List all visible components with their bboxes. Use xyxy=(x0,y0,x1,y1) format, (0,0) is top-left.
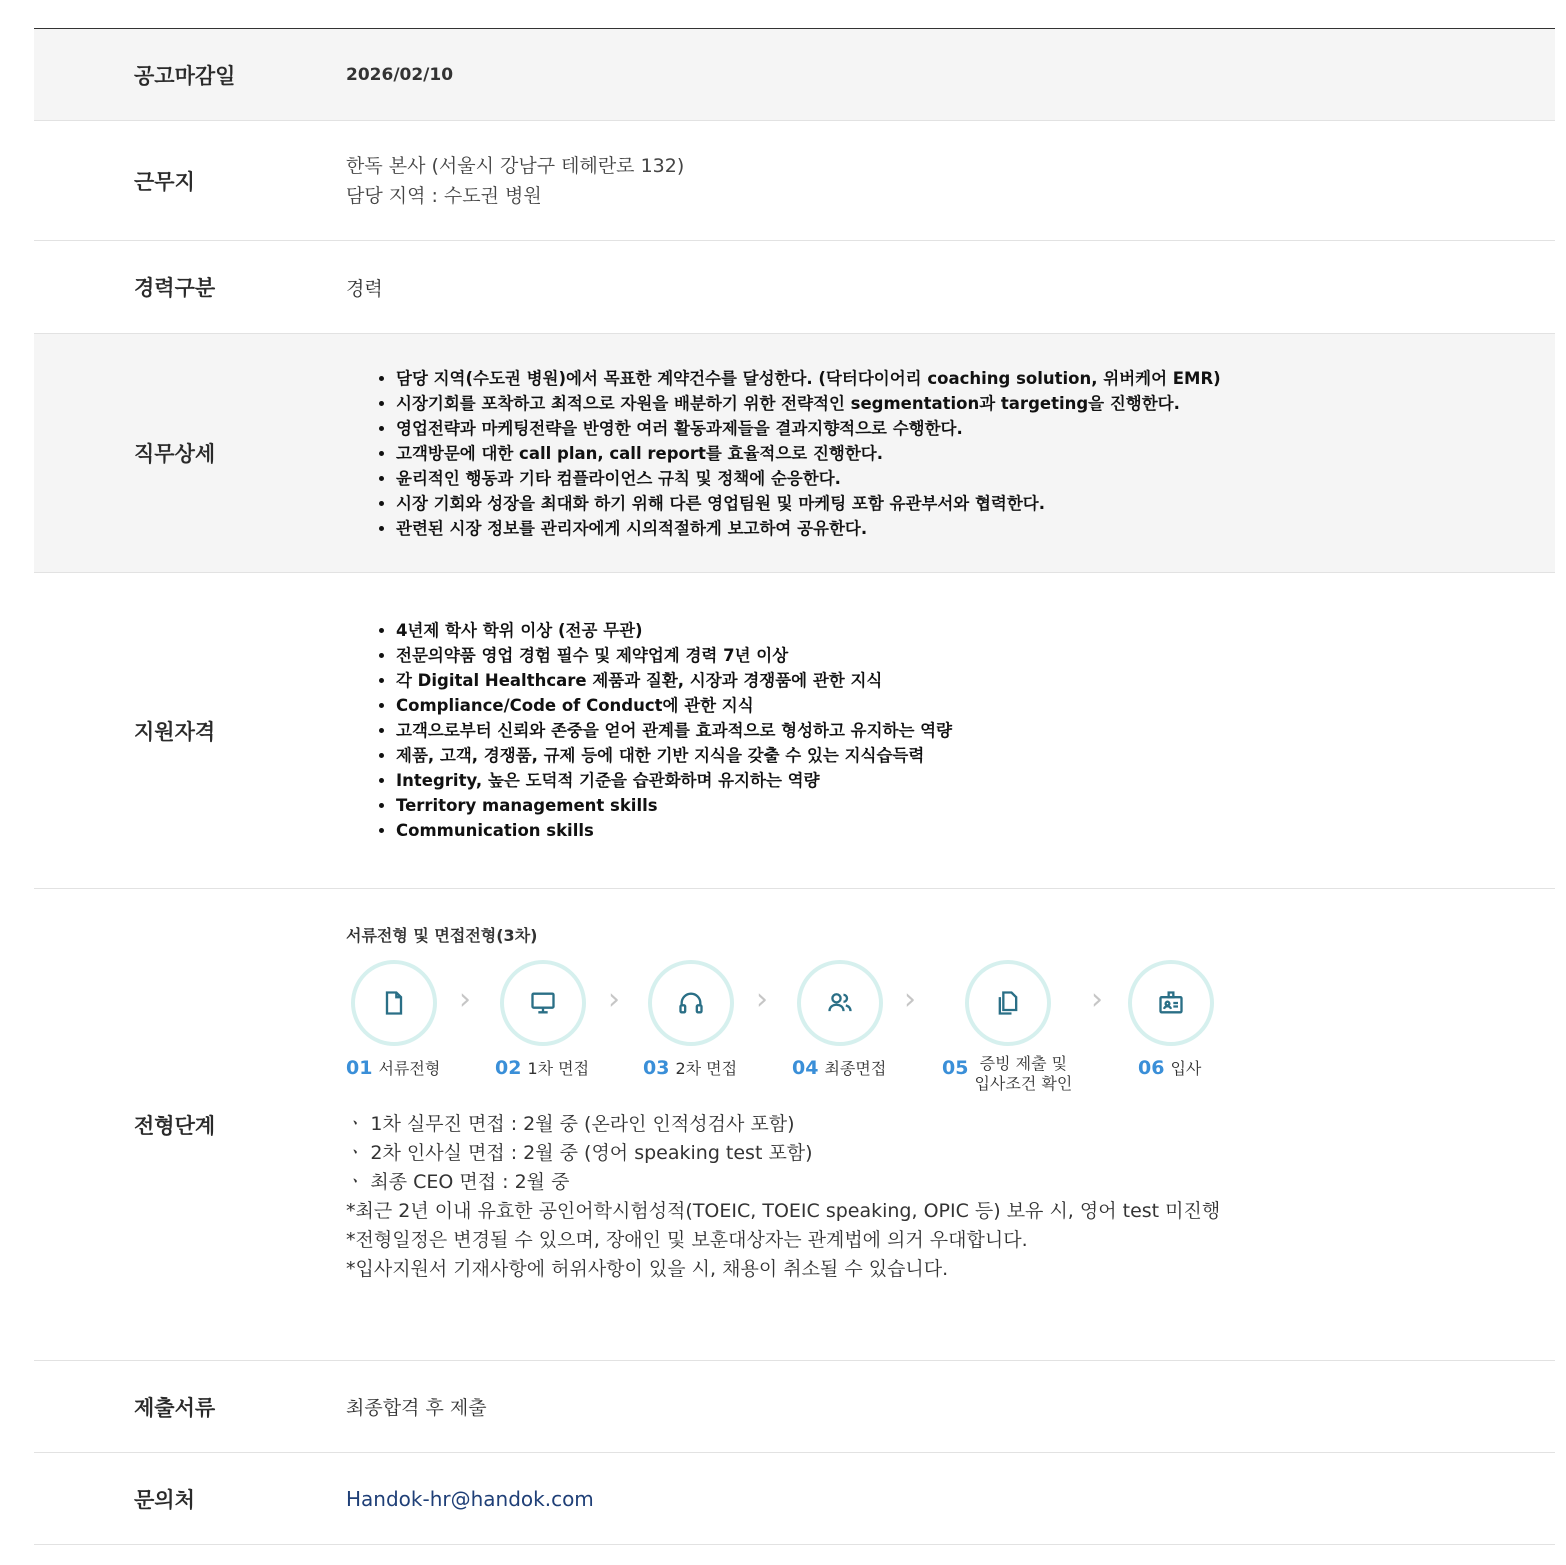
step-name: 서류전형 xyxy=(378,1059,441,1078)
step-number: 04 xyxy=(792,1057,819,1079)
monitor-icon xyxy=(500,960,586,1046)
list-item: • 시장기회를 포착하고 최적으로 자원을 배분하기 위한 전략적인 segmentation과 targeting을 진행한다. xyxy=(396,391,1555,416)
chevron-right-icon: › xyxy=(756,982,768,1017)
job-details-table xyxy=(34,28,1555,1545)
list-item: • Integrity, 높은 도덕적 기준을 습관화하며 유지하는 역량 xyxy=(396,768,1555,793)
row-deadline xyxy=(34,29,1555,121)
row-location xyxy=(34,121,1555,241)
row-contact xyxy=(34,1453,1555,1545)
note-line: *최근 2년 이내 유효한 공인어학시험성적(TOEIC, TOEIC speaking, OPIC 등) 보유 시, 영어 test 미진행 xyxy=(346,1200,1221,1222)
row-career xyxy=(34,241,1555,334)
note-line: *전형일정은 변경될 수 있으며, 장애인 및 보훈대상자는 관계법에 의거 우대합니다. xyxy=(346,1229,1028,1251)
list-item: • 시장 기회와 성장을 최대화 하기 위해 다른 영업팀원 및 마케팅 포함 유관부서와 협력한다. xyxy=(396,491,1555,516)
process-title: 서류전형 및 면접전형(3차) xyxy=(346,926,538,945)
note-line: *입사지원서 기재사항에 허위사항이 있을 시, 채용이 취소될 수 있습니다. xyxy=(346,1258,949,1280)
process-label: 전형단계 xyxy=(134,1113,216,1138)
chevron-right-icon: › xyxy=(1091,982,1103,1017)
list-item: • 영업전략과 마케팅전략을 반영한 여러 활동과제들을 결과지향적으로 수행한다. xyxy=(396,416,1555,441)
step-name: 입사 xyxy=(1170,1059,1202,1078)
list-item: • 고객으로부터 신뢰와 존중을 얻어 관계를 효과적으로 형성하고 유지하는 역량 xyxy=(396,718,1555,743)
step-name: 2차 면접 xyxy=(675,1059,738,1078)
career-label: 경력구분 xyxy=(134,276,216,300)
location-line: 담당 지역 : 수도권 병원 xyxy=(346,184,542,207)
note-line: ㆍ 최종 CEO 면접 : 2월 중 xyxy=(346,1171,570,1193)
list-item: • Communication skills xyxy=(396,818,1555,843)
duties-list xyxy=(346,366,1555,541)
step-number: 02 xyxy=(495,1057,522,1079)
chevron-right-icon: › xyxy=(904,982,916,1017)
list-item: • 윤리적인 행동과 기타 컴플라이언스 규칙 및 정책에 순응한다. xyxy=(396,466,1555,491)
documents-value: 최종합격 후 제출 xyxy=(346,1397,487,1419)
step-number: 06 xyxy=(1138,1057,1165,1079)
step-number: 03 xyxy=(643,1057,670,1079)
step-number: 01 xyxy=(346,1057,373,1079)
career-value: 경력 xyxy=(346,277,383,300)
deadline-value: 2026/02/10 xyxy=(346,64,454,85)
location-label: 근무지 xyxy=(134,169,195,194)
list-item: • 담당 지역(수도권 병원)에서 목표한 계약건수를 달성한다. (닥터다이어리 coaching solution, 위버케어 EMR) xyxy=(396,366,1555,391)
list-item: • 고객방문에 대한 call plan, call report를 효율적으로 진행한다. xyxy=(396,441,1555,466)
users-icon xyxy=(797,960,883,1046)
list-item: • 각 Digital Healthcare 제품과 질환, 시장과 경쟁품에 관한 지식 xyxy=(396,668,1555,693)
duties-label: 직무상세 xyxy=(134,442,216,466)
row-duties xyxy=(34,334,1555,573)
row-documents xyxy=(34,1361,1555,1453)
step-name: 1차 면접 xyxy=(527,1059,590,1078)
document-icon xyxy=(351,960,437,1046)
step-name: 증빙 제출 및 xyxy=(979,1054,1068,1073)
chevron-right-icon: › xyxy=(608,982,620,1017)
deadline-label: 공고마감일 xyxy=(134,63,236,88)
chevron-right-icon: › xyxy=(459,982,471,1017)
list-item: • 관련된 시장 정보를 관리자에게 시의적절하게 보고하여 공유한다. xyxy=(396,516,1555,541)
step-name: 최종면접 xyxy=(824,1059,887,1078)
qualifications-list xyxy=(346,618,1555,843)
headset-icon xyxy=(648,960,734,1046)
list-item: • 제품, 고객, 경쟁품, 규제 등에 대한 기반 지식을 갖출 수 있는 지식습득력 xyxy=(396,743,1555,768)
id-card-icon xyxy=(1128,960,1214,1046)
documents-label: 제출서류 xyxy=(134,1395,216,1420)
contact-email-link[interactable]: Handok-hr@handok.com xyxy=(346,1486,594,1511)
list-item: • 4년제 학사 학위 이상 (전공 무관) xyxy=(396,618,1555,643)
step-name-line2: 입사조건 확인 xyxy=(974,1074,1073,1093)
step-number: 05 xyxy=(942,1057,969,1079)
location-line: 한독 본사 (서울시 강남구 테헤란로 132) xyxy=(346,154,685,177)
copy-icon xyxy=(965,960,1051,1046)
process-steps xyxy=(346,958,1555,1108)
note-line: ㆍ 1차 실무진 면접 : 2월 중 (온라인 인적성검사 포함) xyxy=(346,1113,795,1135)
row-process xyxy=(34,889,1555,1361)
list-item: • 전문의약품 영업 경험 필수 및 제약업계 경력 7년 이상 xyxy=(396,643,1555,668)
list-item: • Territory management skills xyxy=(396,793,1555,818)
note-line: ㆍ 2차 인사실 면접 : 2월 중 (영어 speaking test 포함) xyxy=(346,1142,813,1164)
row-qualifications xyxy=(34,573,1555,889)
process-notes xyxy=(346,1110,1555,1284)
qualifications-label: 지원자격 xyxy=(134,719,216,744)
contact-label: 문의처 xyxy=(134,1487,195,1512)
list-item: • Compliance/Code of Conduct에 관한 지식 xyxy=(396,693,1555,718)
